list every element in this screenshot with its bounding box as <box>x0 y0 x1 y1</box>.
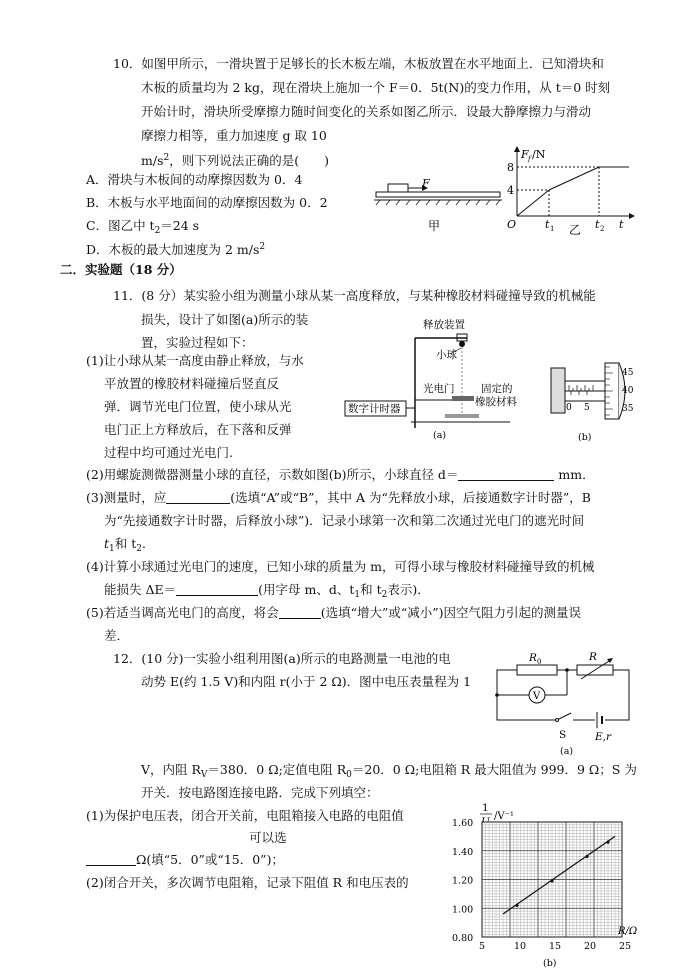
q11-part-4-line-2: 能损失 ΔE＝ (用字母 m、d、$t_1$和 $t_2$表示)． <box>104 582 430 600</box>
graph-x-tick-label: 15 <box>549 941 562 952</box>
q11-part-1-line-1: (1)让小球从某一高度由静止释放，与水 <box>86 353 304 368</box>
svg-text:8: 8 <box>507 161 514 174</box>
figure-b-micrometer <box>545 358 635 443</box>
q11-line-1: 11．(8 分）某实验小组为测量小球从某一高度释放，与某种橡胶材料碰撞导致的机械能 <box>113 288 596 303</box>
svg-text:40: 40 <box>622 386 634 396</box>
graph-y-tick-label: 1.60 <box>452 818 474 829</box>
svg-text:(a): (a) <box>433 430 447 441</box>
data-point <box>606 841 609 844</box>
svg-text:S: S <box>559 729 567 741</box>
q11-part-1-line-5: 过程中均可通过光电门. <box>104 445 233 460</box>
svg-text:f: f <box>528 155 531 163</box>
svg-text:小球: 小球 <box>436 349 457 361</box>
graph-y-tick-label: 1.20 <box>452 875 474 887</box>
q11-part-1-line-2: 平放置的橡胶材料碰撞后竖直反 <box>104 376 280 391</box>
graph-y-tick-label: 1.40 <box>452 846 474 858</box>
graph-y-label-unit: /V⁻¹ <box>494 811 514 822</box>
data-point <box>515 904 518 907</box>
q11-part-5-line-1: (5)若适当调高光电门的高度，将会 (选填“增大”或“减小”)因空气阻力引起的测量误 <box>86 605 582 620</box>
q10-option-d: D．木板的最大加速度为 2 $m/s^2$ <box>86 242 266 257</box>
graph-x-label: R/Ω <box>618 926 638 937</box>
section-2-title: 二．实验题（18 分） <box>60 262 182 277</box>
q11-line-3: 置，实验过程如下： <box>141 335 254 350</box>
graph-b-reciprocal-voltage <box>452 800 652 970</box>
graph-y-label-numerator: 1 <box>482 802 489 814</box>
q10-option-a: A．滑块与木板间的动摩擦因数为 0．4 <box>86 172 303 187</box>
svg-text:t: t <box>595 218 600 231</box>
graph-y-tick-label: 1.00 <box>452 904 474 916</box>
q12-line-1: 12．(10 分)一实验小组利用图(a)所示的电路测量一电池的电 <box>113 651 451 666</box>
q11-part-1-line-4: 电门正上方释放后，在下落和反弹 <box>104 422 292 437</box>
graph-x-tick-label: 10 <box>514 941 527 952</box>
svg-text:固定的: 固定的 <box>481 383 513 395</box>
q10-option-c: C．图乙中 $t_2=24$ s <box>86 218 200 236</box>
svg-text:4: 4 <box>507 184 514 197</box>
q11-part-1-line-3: 弹．调节光电门位置，使小球从光 <box>104 399 292 414</box>
svg-text:0: 0 <box>537 658 542 666</box>
data-point <box>550 879 553 882</box>
svg-text:F: F <box>521 148 529 161</box>
graph-x-tick-label: 20 <box>584 941 597 952</box>
q11-line-2: 损失，设计了如图(a)所示的装 <box>141 312 309 327</box>
graph-y-tick-label: 0.80 <box>452 933 474 944</box>
q11-part-3-line-2: 为“先接通数字计时器，后释放小球”)．记录小球第一次和第二次通过光电门的遮光时间 <box>104 513 585 528</box>
q10-line-2: 木板的质量均为 2 kg，现在滑块上施加一个 F＝0．5t(N)的变力作用，从 t＝0 时刻 <box>141 80 611 95</box>
svg-text:/N: /N <box>532 148 546 161</box>
svg-text:R: R <box>589 651 597 663</box>
svg-text:R: R <box>529 652 537 664</box>
svg-text:乙: 乙 <box>569 223 582 237</box>
svg-text:数字计时器: 数字计时器 <box>348 403 401 415</box>
svg-text:V: V <box>533 691 541 702</box>
figure-jia-caption: 甲 <box>428 219 441 233</box>
q11-part-4-line-1: (4)计算小球通过光电门的速度，已知小球的质量为 m，可得小球与橡胶材料碰撞导致的机械 <box>86 559 595 574</box>
figure-a-apparatus <box>345 318 517 441</box>
svg-text:(a): (a) <box>560 746 574 757</box>
svg-text:O: O <box>507 218 517 231</box>
figure-a-circuit <box>497 648 637 756</box>
svg-text:2: 2 <box>600 225 605 233</box>
q10-line-1: 10．如图甲所示，一滑块置于足够长的长木板左端，木板放置在水平地面上．已知滑块和 <box>113 56 604 71</box>
svg-text:E,r: E,r <box>595 731 612 743</box>
q11-part-5-line-2: 差． <box>104 628 130 643</box>
graph-caption: (b) <box>543 958 557 969</box>
q12-line-3: V，内阻 $R_V=380$．0 Ω;定值电阻 $R_0=20$．0 Ω;电阻箱 R 最大阻值为 999．9 Ω；S 为 <box>141 762 637 780</box>
figure-jia <box>374 177 504 235</box>
q12-part-1-line-3: Ω(填“5．0”或“15．0”)； <box>86 852 284 868</box>
svg-text:1: 1 <box>550 225 555 233</box>
data-point <box>585 855 588 858</box>
svg-text:45: 45 <box>622 368 634 378</box>
svg-text:35: 35 <box>622 404 634 414</box>
q10-line-4: 摩擦力相等，重力加速度 g 取 10 <box>141 128 327 143</box>
svg-text:0: 0 <box>566 403 572 413</box>
graph-x-tick-label: 25 <box>619 941 632 952</box>
q10-line-3: 开始计时，滑块所受摩擦力随时间变化的关系如图乙所示．设最大静摩擦力与滑动 <box>141 104 592 119</box>
svg-text:t: t <box>619 218 624 231</box>
q10-line-5: $m/s^2$，则下列说法正确的是( ) <box>141 153 329 168</box>
q12-line-4: 开关．按电路图连接电路．完成下列填空： <box>141 785 379 800</box>
q11-part-3-line-3: $t_1$和 $t_2$． <box>104 536 155 554</box>
q12-part-1-line-2: 可以选 <box>249 830 287 845</box>
svg-text:t: t <box>545 218 550 231</box>
figure-yi-friction-graph <box>507 146 637 236</box>
svg-text:5: 5 <box>584 403 590 413</box>
q10-option-b: B．木板与水平地面间的动摩擦因数为 0．2 <box>86 195 328 210</box>
svg-text:橡胶材料: 橡胶材料 <box>475 396 517 408</box>
q12-line-2: 动势 E(约 1.5 V)和内阻 r(小于 2 Ω)．图中电压表量程为 1 <box>141 674 472 689</box>
force-label: F <box>422 177 430 190</box>
svg-text:光电门: 光电门 <box>423 383 455 395</box>
q11-part-3-line-1: (3)测量时，应 (选填“A”或“B”，其中 A 为“先释放小球，后接通数字计时器”，B <box>86 490 591 505</box>
svg-text:释放装置: 释放装置 <box>423 319 465 331</box>
graph-x-tick-label: 5 <box>479 941 486 952</box>
q11-part-2: (2)用螺旋测微器测量小球的直径，示数如图(b)所示，小球直径 d＝ mm． <box>86 467 595 482</box>
svg-text:(b): (b) <box>578 432 592 443</box>
q12-part-2-line-1: (2)闭合开关，多次调节电阻箱，记录下阻值 R 和电压表的 <box>86 875 409 890</box>
q12-part-1-line-1: (1)为保护电压表，闭合开关前，电阻箱接入电路的电阻值 <box>86 808 404 823</box>
